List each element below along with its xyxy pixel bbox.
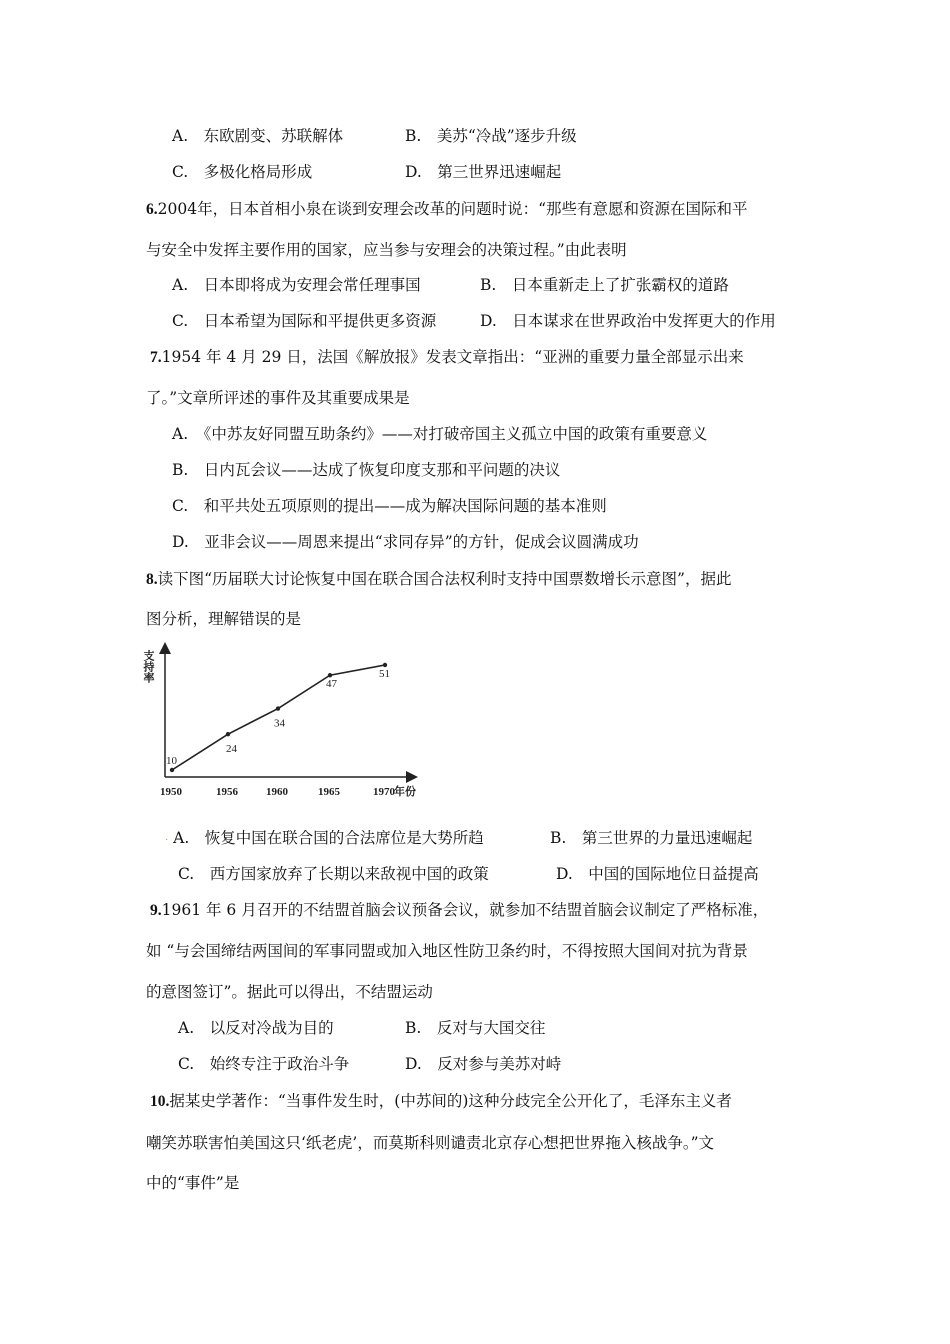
data-point-1970 <box>383 663 387 667</box>
q10-stem-line3: 中的“事件”是 <box>146 1174 240 1192</box>
q8-option-a: · A. 恢复中国在联合国的合法席位是大势所趋 <box>165 829 484 847</box>
q9-option-a: A. 以反对冷战为目的 <box>178 1019 334 1037</box>
q6-stem-line2: 与安全中发挥主要作用的国家，应当参与安理会的决策过程。”由此表明 <box>146 241 627 259</box>
q9-option-d: D. 反对参与美苏对峙 <box>405 1055 562 1073</box>
support-rate-line-chart <box>140 640 430 805</box>
q5-option-d: D. 第三世界迅速崛起 <box>405 163 562 181</box>
x-tick-1965: 1965 <box>318 786 340 798</box>
q6-option-b: B. 日本重新走上了扩张霸权的道路 <box>480 276 729 294</box>
q6-option-a: A. 日本即将成为安理会常任理事国 <box>172 276 421 294</box>
q8-option-b: B. 第三世界的力量迅速崛起 <box>550 829 753 847</box>
q5-option-c: C. 多极化格局形成 <box>172 163 313 181</box>
x-tick-1950: 1950 <box>160 786 182 798</box>
q9-number: 9. <box>150 902 162 919</box>
q10-stem-line2: 嘲笑苏联害怕美国这只‘纸老虎’，而莫斯科则谴责北京存心想把世界拖入核战争。”文 <box>146 1134 715 1152</box>
data-label-1970: 51 <box>379 668 390 680</box>
data-point-1960 <box>276 706 280 710</box>
data-label-1956: 24 <box>226 743 237 756</box>
q6-stem-line1: 6.2004年，日本首相小泉在谈到安理会改革的问题时说：“那些有意愿和资源在国际和平 <box>146 200 748 218</box>
q7-stem-line2: 了。”文章所评述的事件及其重要成果是 <box>146 389 410 407</box>
data-label-1950: 10 <box>166 755 177 767</box>
q6-number: 6. <box>146 201 158 218</box>
x-tick-1956: 1956 <box>216 786 238 798</box>
data-point-1956 <box>226 732 230 736</box>
q6-option-c: C. 日本希望为国际和平提供更多资源 <box>172 312 437 330</box>
marker-dot: · <box>165 835 169 846</box>
q9-stem-line1: 9.1961 年 6 月召开的不结盟首脑会议预备会议，就参加不结盟首脑会议制定了严格标准， <box>150 901 769 919</box>
q7-option-d: D. 亚非会议——周恩来提出“求同存异”的方针，促成会议圆满成功 <box>172 533 639 551</box>
q8-option-c: C. 西方国家放弃了长期以来敌视中国的政策 <box>178 865 489 883</box>
q9-stem-line2: 如 “与会国缔结两国间的军事同盟或加入地区性防卫条约时，不得按照大国间对抗为背景 <box>146 942 748 960</box>
q7-stem-line1: 7.1954 年 4 月 29 日，法国《解放报》发表文章指出：“亚洲的重要力量全部显示出来 <box>150 348 744 366</box>
q8-number: 8. <box>146 571 158 588</box>
q9-stem-line3: 的意图签订”。据此可以得出，不结盟运动 <box>146 983 433 1001</box>
data-point-1965 <box>328 673 332 677</box>
q8-stem-line2: 图分析，理解错误的是 <box>146 610 302 628</box>
q7-option-c: C. 和平共处五项原则的提出——成为解决国际问题的基本准则 <box>172 497 607 515</box>
q9-option-b: B. 反对与大国交往 <box>405 1019 546 1037</box>
x-axis-label: 年份 <box>394 786 416 798</box>
y-axis-label: 支持率 <box>142 650 154 683</box>
q5-option-b: B. 美苏“冷战”逐步升级 <box>405 127 577 145</box>
q5-option-a: A. 东欧剧变、苏联解体 <box>172 127 344 145</box>
x-tick-1970: 1970 <box>373 786 395 798</box>
q9-option-c: C. 始终专注于政治斗争 <box>178 1055 350 1073</box>
q7-option-a: A. 《中苏友好同盟互助条约》——对打破帝国主义孤立中国的政策有重要意义 <box>172 425 708 443</box>
q7-number: 7. <box>150 349 162 366</box>
q8-option-d: D. 中国的国际地位日益提高 <box>556 865 759 883</box>
q10-number: 10. <box>150 1093 170 1110</box>
q6-option-d: D. 日本谋求在世界政治中发挥更大的作用 <box>480 312 776 330</box>
q8-stem-line1: 8.读下图“历届联大讨论恢复中国在联合国合法权利时支持中国票数增长示意图”，据此 <box>146 570 732 588</box>
data-label-1960: 34 <box>274 717 285 730</box>
data-point-1950 <box>170 768 174 772</box>
x-tick-1960: 1960 <box>266 786 288 798</box>
q10-stem-line1: 10.据某史学著作：“当事件发生时，(中苏间的)这种分歧完全公开化了，毛泽东主义者 <box>150 1092 732 1110</box>
q7-option-b: B. 日内瓦会议——达成了恢复印度支那和平问题的决议 <box>172 461 561 479</box>
data-label-1965: 47 <box>326 678 337 691</box>
